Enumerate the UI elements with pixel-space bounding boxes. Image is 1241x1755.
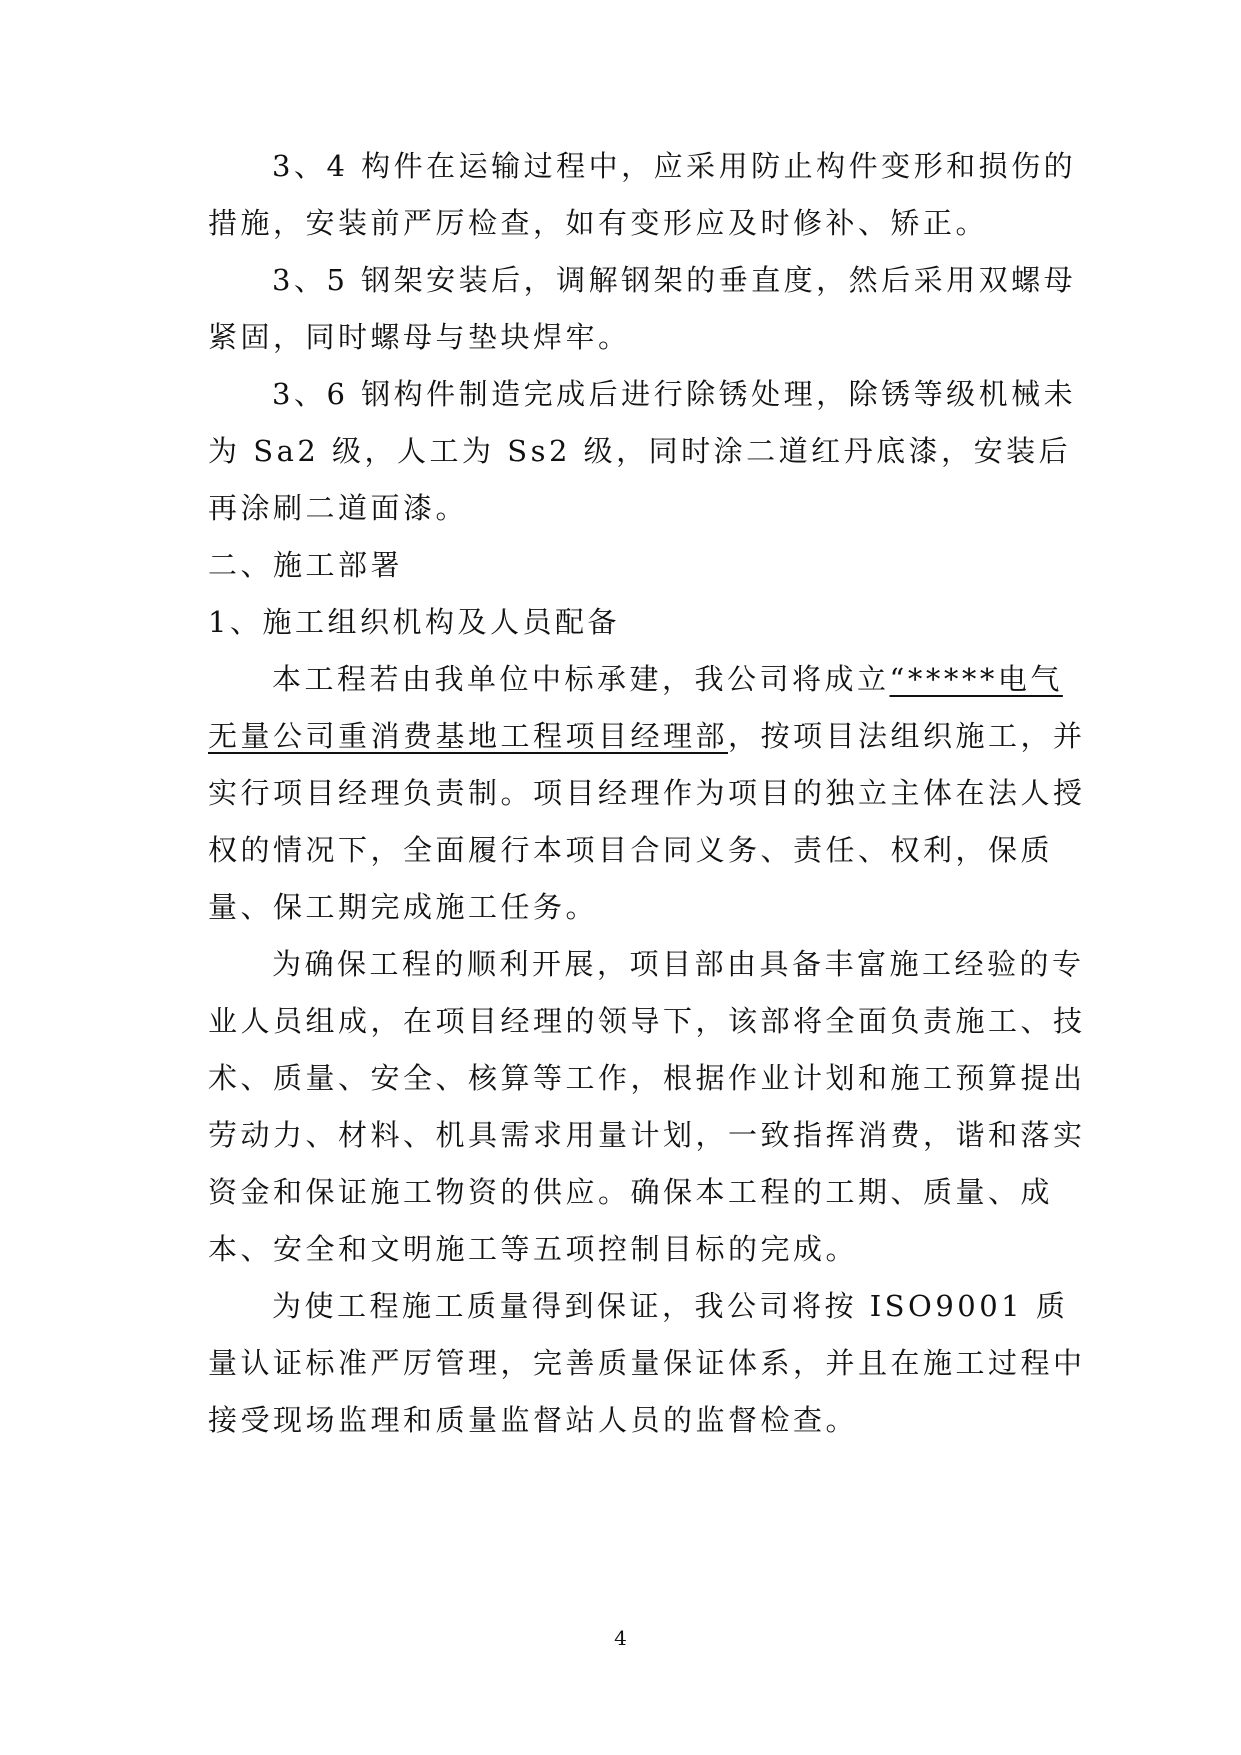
paragraph-3-6: 3、6 钢构件制造完成后进行除锈处理，除锈等级机械未为 Sa2 级，人工为 Ss2 级，同时涂二道红丹底漆，安装后再涂刷二道面漆。: [208, 377, 1077, 525]
paragraph-staffing: 为确保工程的顺利开展，项目部由具备丰富施工经验的专业人员组成，在项目经理的领导下，该部将全面负责施工、技术、质量、安全、核算等工作，根据作业计划和施工预算提出劳动力、材料、机具需求用量计划，一致指挥消费，谐和落实资金和保证施工物资的供应。确保本工程的工期、质量、成本、安全和文明施工等五项控制目标的完成。: [208, 947, 1086, 1266]
paragraph-quality: 为使工程施工质量得到保证，我公司将按 ISO9001 质量认证标准严厉管理，完善质量保证体系，并且在施工过程中接受现场监理和质量监督站人员的监督检查。: [208, 1289, 1086, 1437]
page-number: 4: [614, 1626, 627, 1650]
page-body: [208, 138, 1088, 1449]
project-department-name: “*****电气无量公司重消费基地工程项目经理部: [208, 662, 1063, 753]
org-text-before: 本工程若由我单位中标承建，我公司将成立: [272, 662, 890, 696]
paragraph-3-4: 3、4 构件在运输过程中，应采用防止构件变形和损伤的措施，安装前严厉检查，如有变形应及时修补、矫正。: [208, 149, 1077, 240]
paragraph-organization: [208, 651, 1088, 936]
org-text-after: ，按项目法组织施工，并实行项目经理负责制。项目经理作为项目的独立主体在法人授权的情况下，全面履行本项目合同义务、责任、权利，保质量、保工期完成施工任务。: [208, 719, 1086, 924]
subsection-heading: 1、施工组织机构及人员配备: [208, 605, 620, 639]
section-heading: 二、施工部署: [208, 548, 404, 582]
paragraph-3-5: 3、5 钢架安装后，调解钢架的垂直度，然后采用双螺母紧固，同时螺母与垫块焊牢。: [208, 263, 1077, 354]
